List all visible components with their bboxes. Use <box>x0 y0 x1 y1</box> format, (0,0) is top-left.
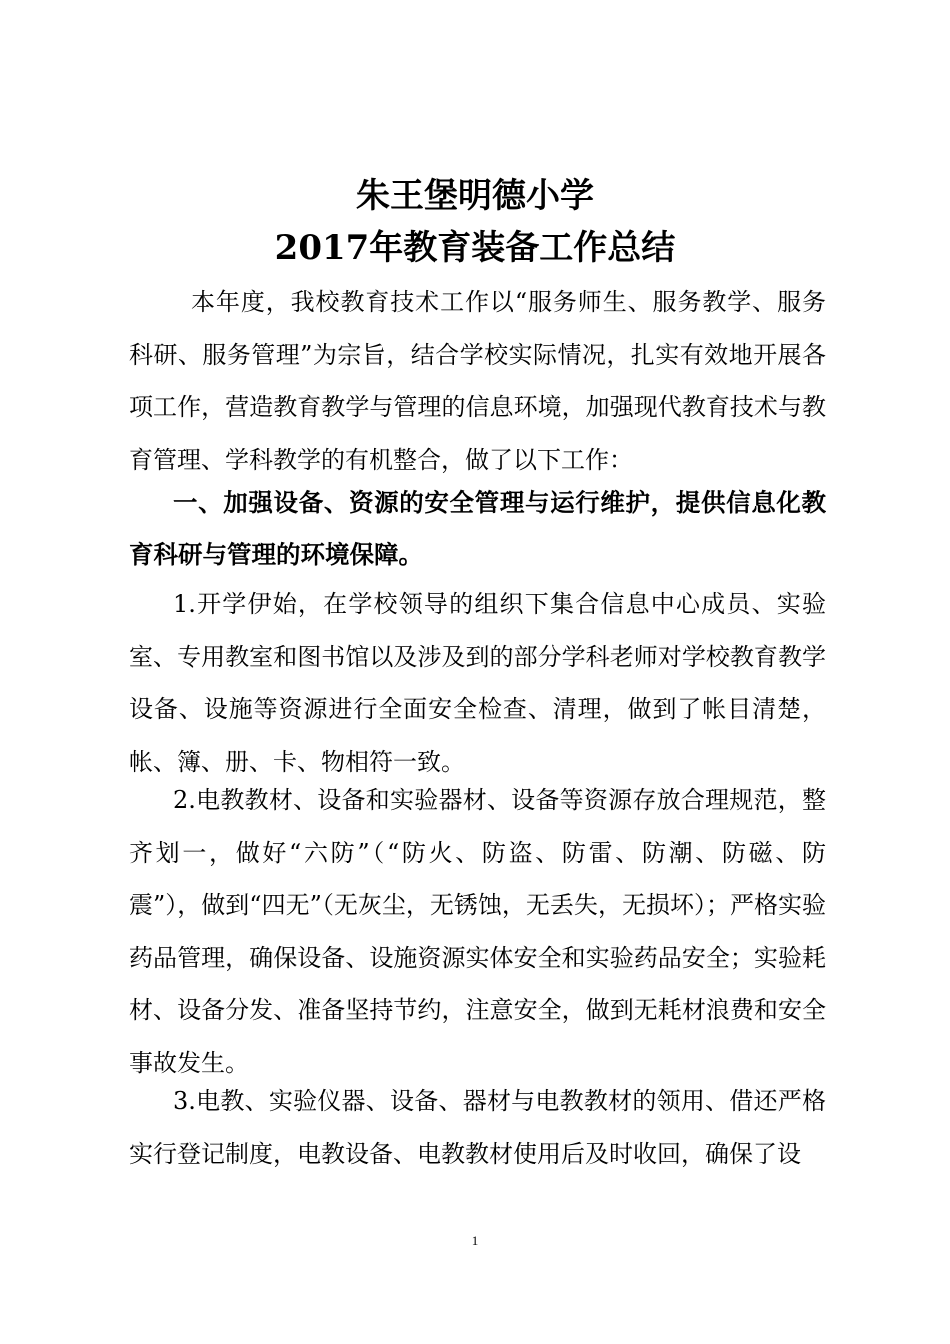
intro-paragraph: 本年度，我校教育技术工作以“服务师生、服务教学、服务科研、服务管理”为宗旨，结合学校实际情况，扎实有效地开展各项工作，营造教育教学与管理的信息环境，加强现代教育技术与教育管理、学科教学的有机整合，做了以下工作： <box>129 288 826 474</box>
list-item-1: 1.开学伊始，在学校领导的组织下集合信息中心成员、实验室、专用教室和图书馆以及涉及到的部分学科老师对学校教育教学设备、设施等资源进行全面安全检查、清理，做到了帐目清楚，帐、簿、册、卡、物相符一致。 <box>129 590 826 776</box>
document-title-school: 朱王堡明德小学 <box>356 176 594 216</box>
document-title-summary: 2017年教育装备工作总结 <box>274 228 676 268</box>
page-number: 1 <box>471 1233 479 1248</box>
list-item-3: 3.电教、实验仪器、设备、器材与电教教材的领用、借还严格实行登记制度，电教设备、电教教材使用后及时收回，确保了设 <box>129 1087 826 1168</box>
section-heading-1: 一、加强设备、资源的安全管理与运行维护，提供信息化教育科研与管理的环境保障。 <box>129 488 826 569</box>
list-item-2: 2.电教教材、设备和实验器材、设备等资源存放合理规范，整齐划一，做好“六防”（“防火、防盗、防雷、防潮、防磁、防震”），做到“四无”（无灰尘，无锈蚀，无丢失，无损坏）；严格实验药品管理，确保设备、设施资源实体安全和实验药品安全；实验耗材、设备分发、准备坚持节约，注意安全，做到无耗材浪费和安全事故发生。 <box>129 786 826 1077</box>
